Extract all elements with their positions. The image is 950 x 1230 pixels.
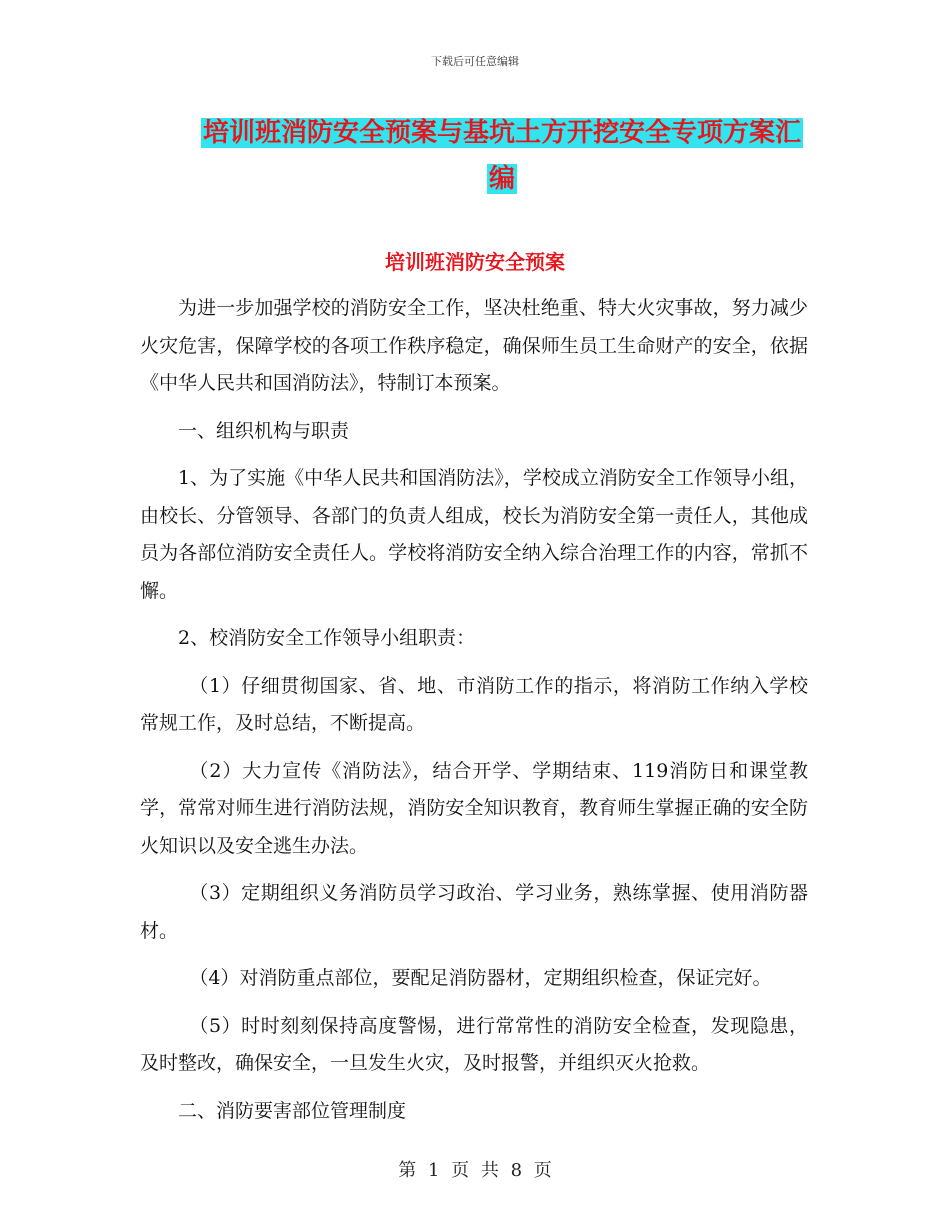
paragraph-duty-5: （5）时时刻刻保持高度警惕，进行常常性的消防安全检查，发现隐患，及时整改，确保安全，一旦发生火灾，及时报警，并组织灭火抢救。: [140, 1014, 808, 1074]
document-title-line2: 编: [488, 164, 515, 194]
download-note: 下载后可任意编辑: [431, 55, 519, 68]
paragraph-intro: 为进一步加强学校的消防安全工作，坚决杜绝重、特大火灾事故，努力减少火灾危害，保障学校的各项工作秩序稳定，确保师生员工生命财产的安全，依据《中华人民共和国消防法》，特制订本预案。: [140, 297, 808, 394]
paragraph-duty-4: （4）对消防重点部位，要配足消防器材，定期组织检查，保证完好。: [189, 967, 772, 989]
heading-organization: 一、组织机构与职责: [178, 419, 350, 442]
document-body: [140, 290, 808, 1130]
document-title: [192, 110, 812, 202]
heading-key-areas: 二、消防要害部位管理制度: [178, 1099, 407, 1122]
paragraph-item-1: 1、为了实施《中华人民共和国消防法》，学校成立消防安全工作领导小组，由校长、分管领导、各部门的负责人组成，校长为消防安全第一责任人，其他成员为各部位消防安全责任人。学校将消防安全纳入综合治理工作的内容，常抓不懈。: [140, 467, 808, 602]
paragraph-duty-3: （3）定期组织义务消防员学习政治、学习业务，熟练掌握、使用消防器材。: [140, 882, 808, 942]
paragraph-item-2: 2、校消防安全工作领导小组职责：: [178, 627, 476, 649]
section-title: 培训班消防安全预案: [385, 250, 565, 274]
document-title-line1: 培训班消防安全预案与基坑土方开挖安全专项方案汇: [202, 118, 801, 148]
page-number: 第 1 页 共 8 页: [398, 1160, 552, 1181]
paragraph-duty-2: （2）大力宣传《消防法》，结合开学、学期结束、119消防日和课堂教学，常常对师生进行消防法规，消防安全知识教育，教育师生掌握正确的安全防火知识以及安全逃生办法。: [140, 759, 808, 857]
paragraph-duty-1: （1）仔细贯彻国家、省、地、市消防工作的指示，将消防工作纳入学校常规工作，及时总结，不断提高。: [140, 674, 808, 734]
